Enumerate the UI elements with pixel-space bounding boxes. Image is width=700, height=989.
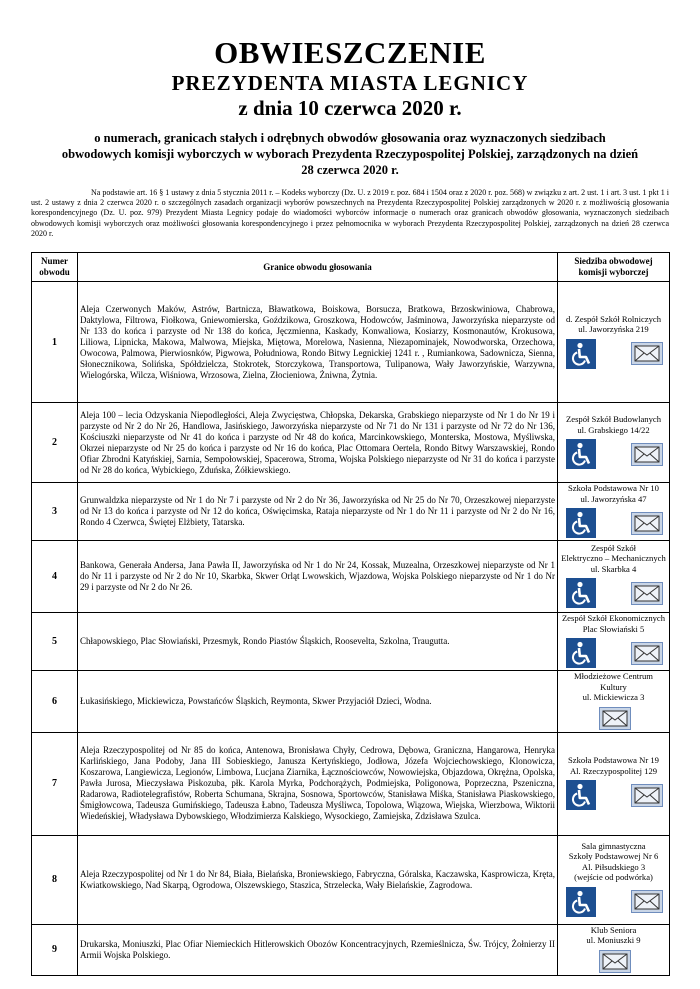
commission-seat-cell: [558, 282, 670, 403]
seat-icons: [560, 508, 667, 540]
table-row: [32, 483, 670, 541]
district-number: 1: [32, 282, 78, 403]
commission-seat: Sala gimnastyczna Szkoły Podstawowej Nr 6 Al. Piłsudskiego 3 (wejście od podwórka): [568, 840, 659, 882]
commission-seat-cell: [558, 924, 670, 975]
commission-seat: Szkoła Podstawowa Nr 10 ul. Jaworzyńska 47: [568, 483, 659, 504]
envelope-icon: [631, 582, 663, 605]
commission-seat: Młodzieżowe Centrum Kultury ul. Mickiewicza 3: [574, 671, 653, 702]
envelope-icon: [631, 512, 663, 535]
wheelchair-icon: [566, 887, 596, 917]
district-borders: Łukasińskiego, Mickiewicza, Powstańców Śląskich, Reymonta, Skwer Przyjaciół Dzieci, Wodna.: [78, 671, 558, 733]
district-number: 7: [32, 732, 78, 835]
table-row: [32, 835, 670, 924]
seat-icons: [560, 439, 667, 471]
table-row: [32, 671, 670, 733]
commission-seat-cell: [558, 541, 670, 613]
district-number: 3: [32, 483, 78, 541]
table-row: [32, 282, 670, 403]
commission-seat: Zespół Szkół Budowlanych ul. Grabskiego 14/22: [566, 414, 661, 435]
envelope-icon: [631, 784, 663, 807]
commission-seat-cell: [558, 403, 670, 483]
seat-icons: [560, 578, 667, 610]
district-number: 5: [32, 613, 78, 671]
district-number: 2: [32, 403, 78, 483]
wheelchair-icon: [566, 780, 596, 810]
district-number: 4: [32, 541, 78, 613]
commission-seat-cell: [558, 671, 670, 733]
commission-seat-cell: [558, 613, 670, 671]
commission-seat-cell: [558, 732, 670, 835]
table-body: [32, 282, 670, 976]
district-number: 8: [32, 835, 78, 924]
table-row: [32, 613, 670, 671]
envelope-icon: [631, 642, 663, 665]
wheelchair-icon: [566, 638, 596, 668]
district-borders: Bankowa, Generała Andersa, Jana Pawła II, Jaworzyńska od Nr 1 do Nr 24, Kossak, Muzealna, Orzeszkowej nieparzyste od Nr 1 do Nr 11 i parzyste od Nr 2 do Nr 10, Skarbka, Skwer Orląt Lwowskich, Wjazdowa, Wojska Polskiego nieparzyste od Nr 1 do Nr 29 i parzyste od Nr 2 do Nr 26.: [78, 541, 558, 613]
wheelchair-icon: [566, 578, 596, 608]
districts-table: [31, 252, 670, 976]
seat-icons: [560, 638, 667, 670]
district-borders: Chłapowskiego, Plac Słowiański, Przesmyk, Rondo Piastów Śląskich, Roosevelta, Szkolna, Traugutta.: [78, 613, 558, 671]
commission-seat: Zespół Szkół Ekonomicznych Plac Słowiański 5: [561, 613, 666, 634]
document-date: z dnia 10 czerwca 2020 r.: [238, 96, 462, 120]
table-row: [32, 541, 670, 613]
commission-seat: Zespół Szkół Elektryczno – Mechanicznych ul. Skarbka 4: [561, 542, 666, 574]
seat-icons: [560, 950, 667, 975]
commission-seat: d. Zespół Szkół Rolniczych ul. Jaworzyńska 219: [566, 313, 661, 334]
envelope-icon: [599, 950, 631, 973]
wheelchair-icon: [566, 339, 596, 369]
table-row: [32, 403, 670, 483]
table-row: [32, 732, 670, 835]
commission-seat-cell: [558, 835, 670, 924]
district-borders: Aleja Rzeczypospolitej od Nr 85 do końca, Antenowa, Bronisława Chyły, Cedrowa, Dębowa, Graniczna, Hangarowa, Henryka Karlińskiego, Jana Podoby, Jana III Sobieskiego, Janusza Kertyńskiego, Jodłowa, Józefa Wojciechowskiego, Klonowicza, Koszarowa, Langiewicza, Legionów, Limbowa, Lucjana Ziarnika, Łącznościowców, Nowowiejska, Objazdowa, Okrężna, Opolska, Pawła Jurosa, Mieczysława Piskozuba, płk. Karola Myrka, Podchorążych, Podmiejska, Poligonowa, Poprzeczna, Pszeniczna, Radarowa, Radiotelegrafistów, Roberta Schumana, Skrajna, Sosnowa, Sportowców, Stanisława Miśka, Stanisława Piaskowskiego, Śmigłowcowa, Tadeusza Gumińskiego, Tadeusza Łabno, Tadeusza Myśliwca, Topolowa, Wiązowa, Wiejska, Wierzbowa, Wiktorii Wiedeńskiej, Władysława Dybowskiego, Włodzimierza Kalskiego, Wysockiego, Zamiejska, Zdzisława Szulca.: [78, 732, 558, 835]
commission-seat: Szkoła Podstawowa Nr 19 Al. Rzeczypospolitej 129: [568, 755, 659, 776]
district-number: 9: [32, 924, 78, 975]
envelope-icon: [599, 707, 631, 730]
legal-basis-paragraph: Na podstawie art. 16 § 1 ustawy z dnia 5 stycznia 2011 r. – Kodeks wyborczy (Dz. U. z 2019 r. poz. 684 i 1504 oraz z 2020 r. poz. 568) w związku z art. 2 ust. 1 i art. 3 ust. 1 pkt 1 i ust. 2 ustawy z dnia 2 czerwca 2020 r. o szczególnych zasadach organizacji wyborów powszechnych na Prezydenta Rzeczypospolitej Polskiej zarządzonych w 2020 r. z możliwością głosowania korespondencyjnego (Dz. U. poz. 979) Prezydent Miasta Legnicy podaje do wiadomości wyborców informacje o numerach oraz granicach obwodów głosowania, wyznaczonych siedzibach obwodowych komisji wyborczych oraz możliwości głosowania korespondencyjnego i przez pełnomocnika w wyborach Prezydenta Rzeczypospolitej Polskiej, zarządzonych na dzień 28 czerwca 2020 r.: [31, 188, 669, 238]
envelope-icon: [631, 342, 663, 365]
document-description: o numerach, granicach stałych i odrębnych obwodów głosowania oraz wyznaczonych siedzibach obwodowych komisji wyborczych w wyborach Prezydenta Rzeczypospolitej Polskiej, zarządzonych na dzień 28 czerwca 2020 r.: [61, 131, 639, 177]
header-seat: Siedziba obwodowej komisji wyborczej: [558, 253, 670, 282]
seat-icons: [560, 339, 667, 371]
envelope-icon: [631, 890, 663, 913]
envelope-icon: [631, 443, 663, 466]
table-row: [32, 924, 670, 975]
district-borders: Grunwaldzka nieparzyste od Nr 1 do Nr 7 i parzyste od Nr 2 do Nr 36, Jaworzyńska od Nr 25 do Nr 70, Orzeszkowej nieparzyste od Nr 13 do końca i parzyste od Nr 12 do końca, Oświęcimska, Rataja nieparzyste od Nr 1 do Nr 11 i parzyste od Nr 2 do Nr 16, Rondo 4 Czerwca, Świętej Elżbiety, Tatarska.: [78, 483, 558, 541]
district-borders: Aleja Czerwonych Maków, Astrów, Bartnicza, Bławatkowa, Boiskowa, Borsucza, Bratkowa, Brzoskwiniowa, Chabrowa, Daktylowa, Filtrowa, Fiołkowa, Gniewomierska, Goździkowa, Groszkowa, Hodowców, Jaśminowa, Jaworzyńska nieparzyste od Nr 133 do końca i parzyste od Nr 138 do końca, Jęczmienna, Kaskady, Konwaliowa, Kosiarzy, Kosmonautów, Krokusowa, Liliowa, Lipnicka, Makowa, Malwowa, Miejska, Miętowa, Morelowa, Nasienna, Niezapominajek, Nowodworska, Orzechowa, Owocowa, Palmowa, Pierwiosnków, Pigwowa, Południowa, Rondo Bitwy Legnickiej 1241 r. , Rumiankowa, Sadownicza, Sienna, Słonecznikowa, Solińska, Spółdzielcza, Stokrotek, Storczykowa, Transportowa, Tulipanowa, Wały Jaworzyńskie, Warzywna, Wielogórska, Wilcza, Wiśniowa, Wrzosowa, Zielna, Złocieniowa, Żniwna, Żytnia.: [78, 282, 558, 403]
district-borders: Aleja 100 – lecia Odzyskania Niepodległości, Aleja Zwycięstwa, Chłopska, Dekarska, Grabskiego nieparzyste od Nr 1 do Nr 19 i parzyste od Nr 2 do Nr 26, Handlowa, Jasińskiego, Jaworzyńska nieparzyste od Nr 71 do Nr 131 i parzyste od Nr 72 do Nr 136, Kościuszki nieparzyste od Nr 41 do końca i parzyste od Nr 48 do końca, Marcinkowskiego, Monterska, Mostowa, Myśliwska, Okrzei nieparzyste od Nr 25 do końca i parzyste od Nr 16 do końca, Plac Ottomara Oertela, Rondo Bitwy Warszawskiej, Rondo Ofiar Zbrodni Katyńskiej, Sarnia, Sempołowskiej, Spacerowa, Stroma, Wojska Polskiego nieparzyste od Nr 31 do końca i parzyste od Nr 28 do końca, Wybickiego, Zduńska, Żółkiewskiego.: [78, 403, 558, 483]
district-number: 6: [32, 671, 78, 733]
district-borders: Drukarska, Moniuszki, Plac Ofiar Niemieckich Hitlerowskich Obozów Koncentracyjnych, Rzemieślnicza, Św. Trójcy, Żołnierzy II Armii Wojska Polskiego.: [78, 924, 558, 975]
table-header-row: [32, 253, 670, 282]
district-borders: Aleja Rzeczypospolitej od Nr 1 do Nr 84, Biała, Bielańska, Broniewskiego, Fabryczna, Góralska, Kaczawska, Kasprowicza, Kręta, Kwiatkowskiego, Nad Skarpą, Ogrodowa, Olszewskiego, Staszica, Strzelecka, Wały Bielańskie, Zagrodowa.: [78, 835, 558, 924]
seat-icons: [560, 780, 667, 812]
wheelchair-icon: [566, 508, 596, 538]
seat-icons: [560, 707, 667, 732]
document-title: OBWIESZCZENIE: [214, 35, 486, 70]
seat-icons: [560, 887, 667, 919]
commission-seat-cell: [558, 483, 670, 541]
header-borders: Granice obwodu głosowania: [78, 253, 558, 282]
wheelchair-icon: [566, 439, 596, 469]
document-subtitle: PREZYDENTA MIASTA LEGNICY: [171, 71, 529, 95]
header-number: Numer obwodu: [32, 253, 78, 282]
commission-seat: Klub Seniora ul. Moniuszki 9: [586, 924, 641, 945]
